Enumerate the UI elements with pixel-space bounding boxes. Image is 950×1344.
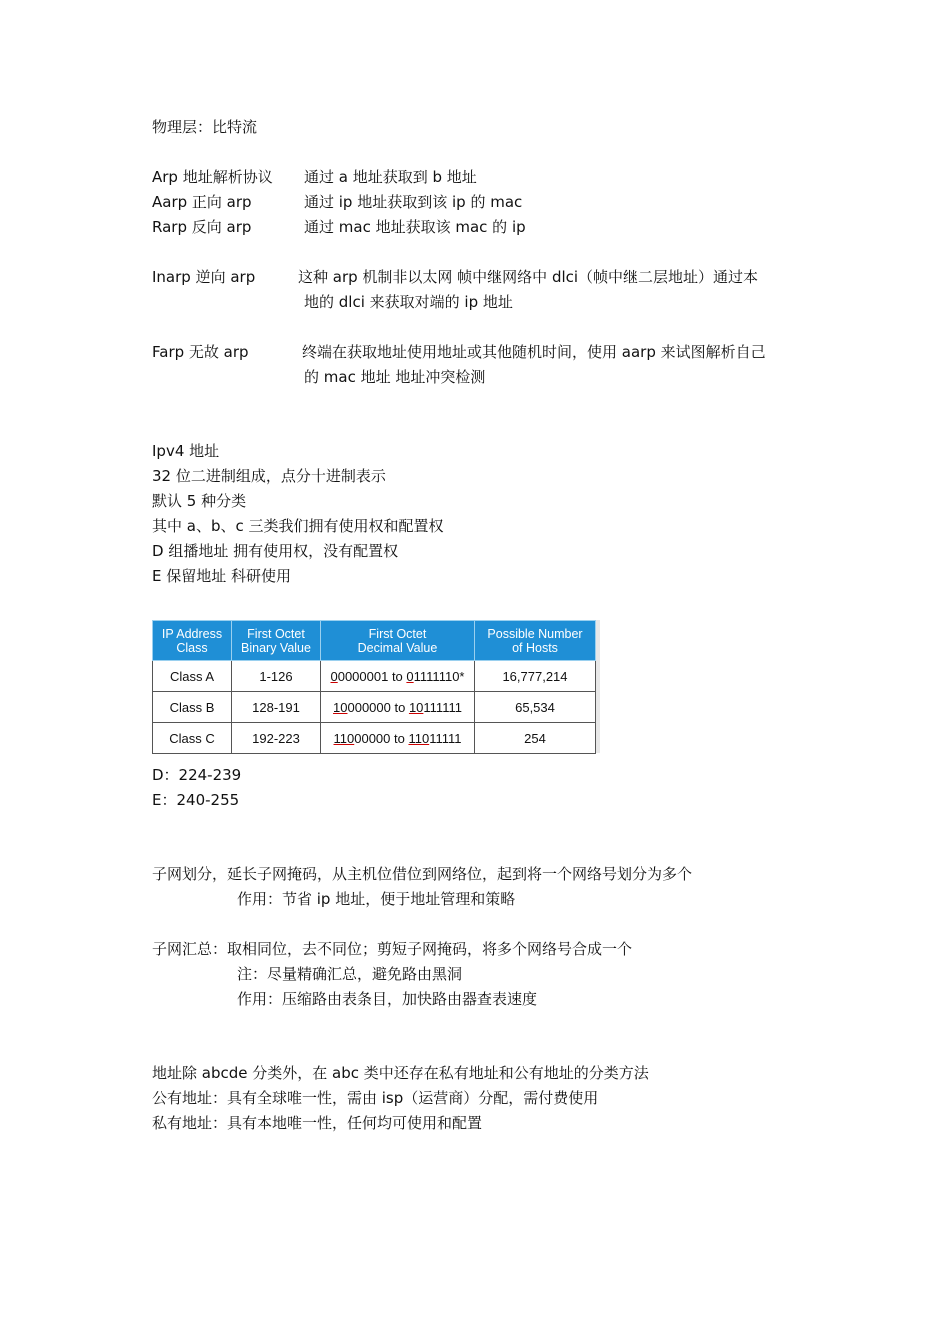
physical-layer-line: 物理层：比特流 [152, 118, 258, 136]
ipv4-bits-line: 32 位二进制组成，点分十进制表示 [152, 467, 386, 485]
cell-hosts: 254 [475, 723, 596, 754]
d-range-line: D：224-239 [152, 766, 242, 784]
inarp-desc-2: 地的 dlci 来获取对端的 ip 地址 [304, 293, 513, 311]
inarp-label: Inarp 逆向 arp [152, 268, 256, 286]
aarp-label: Aarp 正向 arp [152, 193, 252, 211]
cell-decimal: 11000000 to 11011111 [321, 723, 475, 754]
cell-decimal: 00000001 to 01111110* [321, 661, 475, 692]
summary-use-line: 作用：压缩路由表条目，加快路由器查表速度 [237, 990, 538, 1008]
aarp-desc: 通过 ip 地址获取到该 ip 的 mac [304, 193, 523, 211]
cell-decimal: 10000000 to 10111111 [321, 692, 475, 723]
arp-label: Arp 地址解析协议 [152, 168, 273, 186]
private-address-line: 私有地址：具有本地唯一性，任何均可使用和配置 [152, 1114, 483, 1132]
cell-hosts: 16,777,214 [475, 661, 596, 692]
cell-hosts: 65,534 [475, 692, 596, 723]
e-range-line: E：240-255 [152, 791, 240, 809]
cell-binary: 192-223 [232, 723, 321, 754]
table-header-row [153, 621, 596, 661]
ipv4-d-line: D 组播地址 拥有使用权，没有配置权 [152, 542, 399, 560]
arp-desc: 通过 a 地址获取到 b 地址 [304, 168, 477, 186]
subnet-line: 子网划分，延长子网掩码，从主机位借位到网络位，起到将一个网络号划分为多个 [152, 865, 693, 883]
ipv4-classes-line: 默认 5 种分类 [152, 492, 247, 510]
ipv4-e-line: E 保留地址 科研使用 [152, 567, 292, 585]
cell-binary: 1-126 [232, 661, 321, 692]
header-class: IP Address Class [153, 621, 232, 661]
header-binary: First Octet Binary Value [232, 621, 321, 661]
ipv4-abc-line: 其中 a、b、c 三类我们拥有使用权和配置权 [152, 517, 444, 535]
public-address-line: 公有地址：具有全球唯一性，需由 isp（运营商）分配，需付费使用 [152, 1089, 599, 1107]
summary-note-line: 注：尽量精确汇总，避免路由黑洞 [237, 965, 463, 983]
table-row [153, 723, 596, 754]
farp-desc-2: 的 mac 地址 地址冲突检测 [304, 368, 486, 386]
table-row [153, 692, 596, 723]
cell-class: Class B [153, 692, 232, 723]
cell-binary: 128-191 [232, 692, 321, 723]
farp-label: Farp 无故 arp [152, 343, 249, 361]
table-edge-strip [596, 620, 600, 753]
table-row [153, 661, 596, 692]
rarp-desc: 通过 mac 地址获取该 mac 的 ip [304, 218, 526, 236]
header-hosts: Possible Number of Hosts [475, 621, 596, 661]
inarp-desc-1: 这种 arp 机制非以太网 帧中继网络中 dlci（帧中继二层地址）通过本 [298, 268, 759, 286]
summary-line: 子网汇总：取相同位，去不同位；剪短子网掩码，将多个网络号合成一个 [152, 940, 633, 958]
header-decimal: First Octet Decimal Value [321, 621, 475, 661]
ipv4-heading: Ipv4 地址 [152, 442, 220, 460]
subnet-use-line: 作用：节省 ip 地址，便于地址管理和策略 [237, 890, 516, 908]
cell-class: Class C [153, 723, 232, 754]
private-intro-line: 地址除 abcde 分类外，在 abc 类中还存在私有地址和公有地址的分类方法 [152, 1064, 649, 1082]
farp-desc-1: 终端在获取地址使用地址或其他随机时间，使用 aarp 来试图解析自己 [302, 343, 766, 361]
rarp-label: Rarp 反向 arp [152, 218, 252, 236]
ip-class-table [152, 620, 596, 754]
cell-class: Class A [153, 661, 232, 692]
